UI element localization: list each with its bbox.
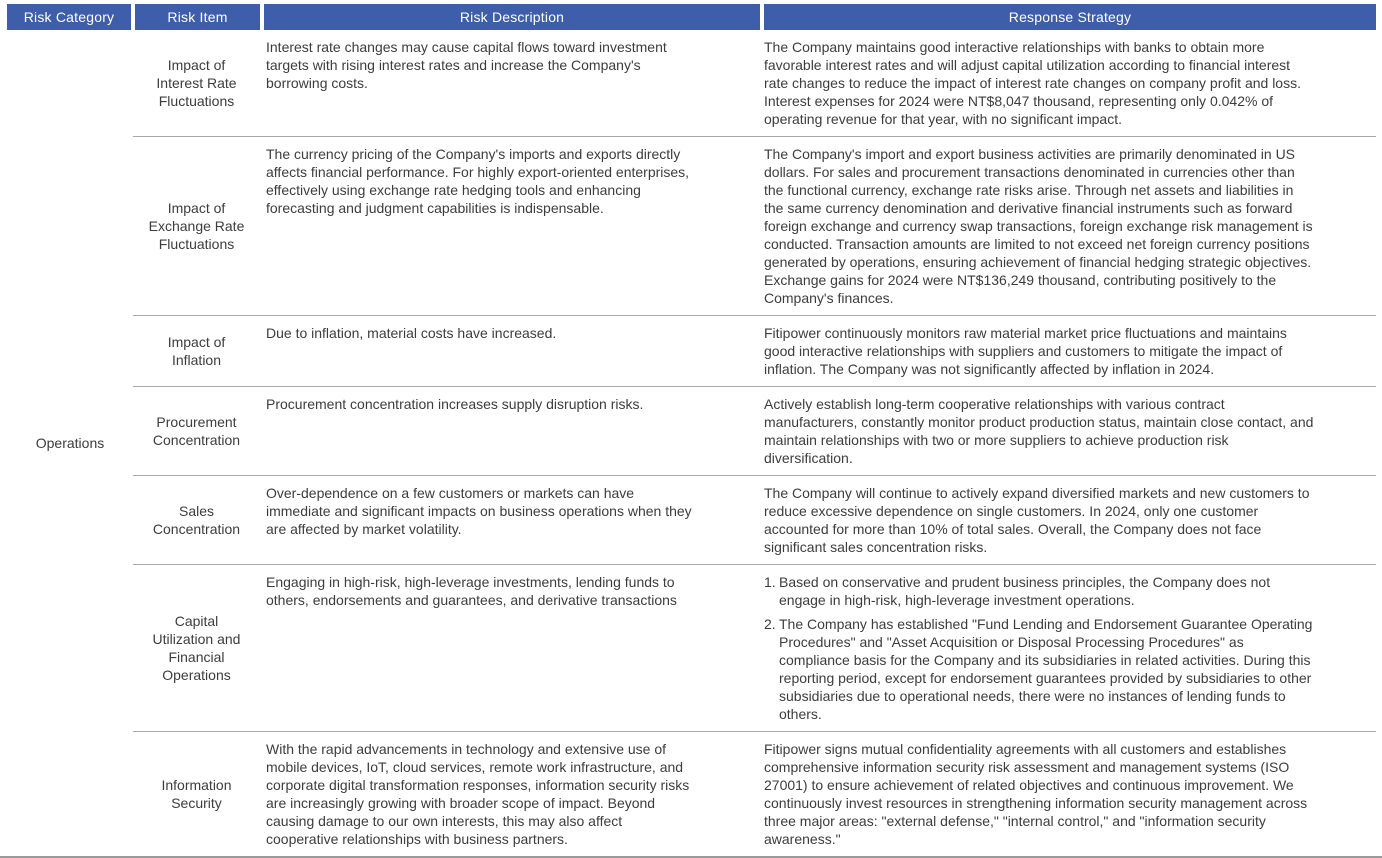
row-interest-rate	[133, 30, 1376, 136]
risk-item-label: Impact of Inflation	[167, 334, 226, 368]
header-cell-response-strategy: Response Strategy	[764, 4, 1376, 30]
row-capital-utilization	[133, 564, 1376, 731]
category-column	[7, 30, 133, 856]
row-exchange-rate	[133, 136, 1376, 315]
header-cell-risk-description: Risk Description	[264, 4, 760, 30]
risk-description-cell: The currency pricing of the Company's imports and exports directly affects financial performance. For highly export-oriented enterprises, effectively using exchange rate hedging tools and enhancing forecasting and judgment capabilities is indispensable.	[266, 146, 690, 216]
list-text: Based on conservative and prudent business principles, the Company does not engage in high-risk, high-leverage investment operations.	[779, 574, 1271, 608]
risk-description-cell: Engaging in high-risk, high-leverage investments, lending funds to others, endorsements and guarantees, and derivative transactions	[266, 574, 677, 608]
list-text: The Company has established "Fund Lending and Endorsement Guarantee Operating Procedures" and "Asset Acquisition or Disposal Processing Procedures" as compliance basis for the Company and its subsidiaries in related activities. During this reporting period, except for endorsement guarantees provided by subsidiaries to other subsidiaries due to operational needs, there were no instances of lending funds to others.	[779, 616, 1313, 722]
rows-column	[133, 30, 1376, 856]
response-strategy-cell: The Company will continue to actively expand diversified markets and new customers to reduce excessive dependence on single customers. In 2024, only one customer accounted for more than 10% of total sales. Overall, the Company does not face significant sales concentration risks.	[764, 485, 1310, 555]
header-cell-risk-category: Risk Category	[7, 4, 131, 30]
risk-item-cell	[133, 496, 260, 544]
risk-description-cell: Due to inflation, material costs have increased.	[266, 325, 557, 341]
response-strategy-cell: Fitipower continuously monitors raw material market price fluctuations and maintains good interactive relationships with suppliers and customers to mitigate the impact of inflation. The Company was not significantly affected by inflation in 2024.	[764, 325, 1287, 377]
risk-description-cell: Interest rate changes may cause capital flows toward investment targets with rising interest rates and increase the Company's borrowing costs.	[266, 39, 667, 91]
risk-item-label: Procurement Concentration	[152, 414, 241, 448]
header-row	[7, 4, 1376, 30]
risk-description-cell: Over-dependence on a few customers or markets can have immediate and significant impacts on business operations when they are affected by market volatility.	[266, 485, 692, 537]
row-sales-concentration	[133, 475, 1376, 564]
response-list-item	[764, 615, 1314, 723]
response-list	[764, 573, 1314, 723]
row-procurement-concentration	[133, 386, 1376, 475]
risk-item-cell	[133, 770, 260, 818]
risk-item-label: Information Security	[161, 777, 232, 811]
response-strategy-cell	[760, 565, 1376, 731]
risk-item-label: Sales Concentration	[152, 503, 241, 537]
risk-item-cell	[133, 193, 260, 259]
row-inflation	[133, 315, 1376, 386]
risk-item-label: Capital Utilization and Financial Operations	[152, 613, 241, 683]
table-body	[7, 30, 1376, 856]
response-strategy-cell: The Company maintains good interactive relationships with banks to obtain more favorable interest rates and will adjust capital utilization according to financial interest rate changes to reduce the impact of interest rate changes on company profit and loss. Interest expenses for 2024 were NT$8,047 thousand, representing only 0.042% of operating revenue for that year, with no significant impact.	[764, 39, 1301, 127]
risk-item-cell	[133, 606, 260, 690]
risk-item-cell	[133, 327, 260, 375]
risk-item-label: Impact of Interest Rate Fluctuations	[156, 57, 237, 109]
response-list-item	[764, 573, 1314, 609]
risk-table	[7, 4, 1376, 858]
row-information-security	[133, 731, 1376, 856]
risk-item-cell	[133, 50, 260, 116]
risk-description-cell: With the rapid advancements in technology and extensive use of mobile devices, IoT, cloud services, remote work infrastructure, and corporate digital transformation responses, information security risks are increasingly growing with broader scope of impact. Beyond causing damage to our own interests, this may also affect cooperative relationships with business partners.	[266, 741, 690, 847]
response-strategy-cell: Actively establish long-term cooperative relationships with various contract manufacturers, constantly monitor product production status, maintain close contact, and maintain relationships with two or more suppliers to achieve production risk diversification.	[764, 396, 1314, 466]
header-cell-risk-item: Risk Item	[135, 4, 260, 30]
risk-description-cell: Procurement concentration increases supply disruption risks.	[266, 396, 644, 412]
response-strategy-cell: The Company's import and export business activities are primarily denominated in US dollars. For sales and procurement transactions denominated in currencies other than the functional currency, exchange rate risks arise. Through net assets and liabilities in the same currency denomination and derivative financial instruments such as forward foreign exchange and currency swap transactions, foreign exchange risk management is conducted. Transaction amounts are limited to not exceed net foreign currency positions generated by operations, ensuring achievement of financial hedging strategic objectives. Exchange gains for 2024 were NT$136,249 thousand, contributing positively to the Company's finances.	[764, 146, 1313, 306]
risk-item-cell	[133, 407, 260, 455]
list-number: 2.	[764, 616, 776, 632]
list-number: 1.	[764, 574, 776, 590]
response-strategy-cell: Fitipower signs mutual confidentiality agreements with all customers and establishes comprehensive information security risk assessment and management systems (ISO 27001) to ensure achievement of related objectives and continuous improvement. We continuously invest resources in strengthening information security management across three major areas: "external defense," "internal control," and "information security awareness."	[764, 741, 1308, 847]
category-label: Operations	[35, 435, 105, 451]
risk-item-label: Impact of Exchange Rate Fluctuations	[148, 200, 245, 252]
